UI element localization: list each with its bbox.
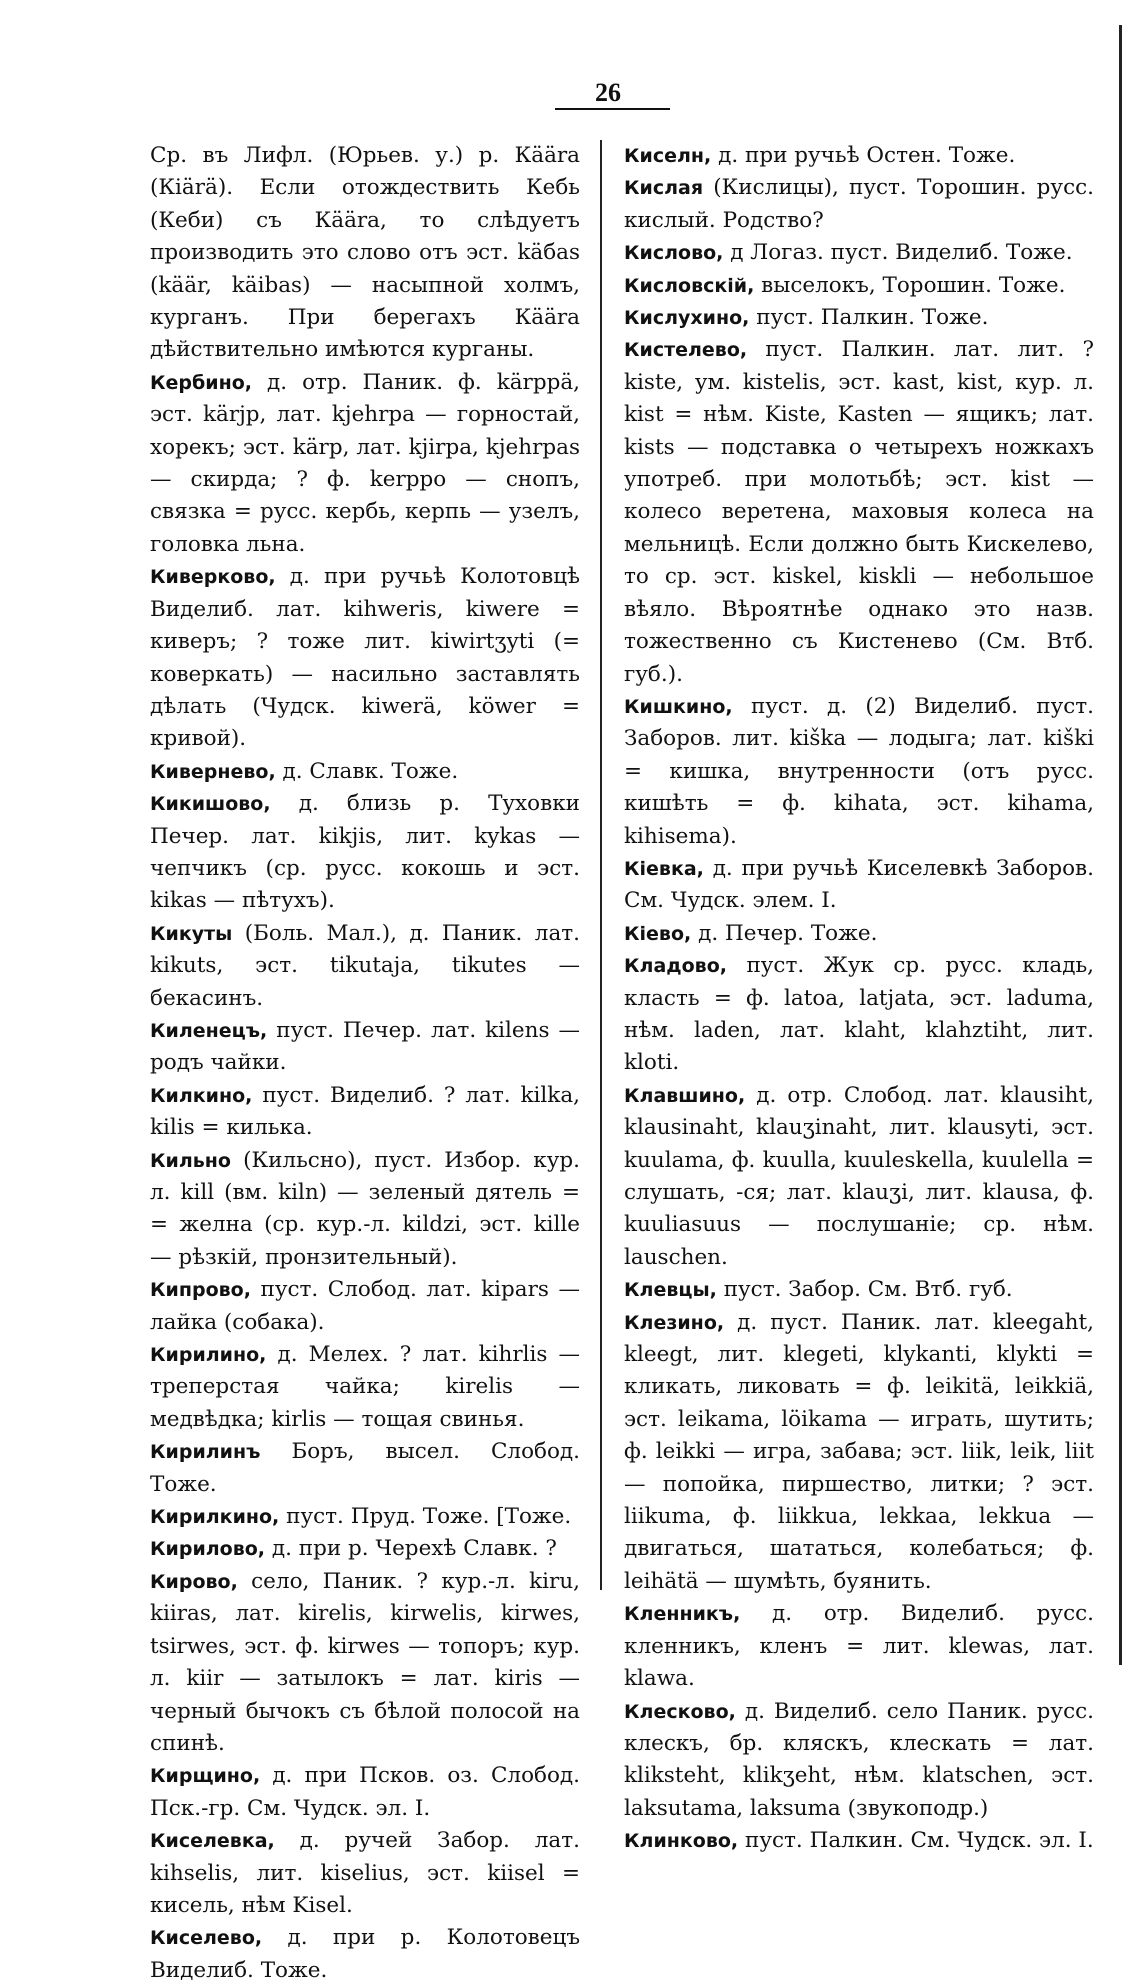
page-number-rule [555, 108, 670, 110]
entry-headword: Клавшино, [624, 1084, 746, 1107]
dictionary-entry [624, 691, 1094, 853]
entry-headword: Кикишово, [150, 793, 271, 816]
entry-text: д. при ручьѣ Киселевкѣ Заборов. См. Чудск. элем. I. [624, 855, 1094, 914]
entry-text: пуст. Пруд. Тоже. [Тоже. [286, 1504, 572, 1530]
dictionary-entry [150, 788, 580, 918]
dictionary-entry [624, 950, 1094, 1080]
entry-headword: Кирово, [150, 1570, 238, 1593]
right-column [624, 140, 1094, 1854]
entry-headword: Киверково, [150, 566, 276, 589]
entry-text: д. при Псков. оз. Слобод. Пск.-гр. См. Чудск. эл. I. [150, 1763, 580, 1821]
dictionary-entry [150, 1145, 580, 1275]
dictionary-entry [624, 334, 1094, 690]
dictionary-entry [150, 1533, 580, 1565]
entry-text: (Боль. Мал.), д. Паник. лат. kikuts, эст. tikutaja, tikutes — бекасинъ. [150, 920, 580, 1011]
dictionary-entry [150, 1760, 580, 1825]
entry-headword: Клезино, [624, 1311, 725, 1334]
entry-headword: Кладово, [624, 955, 727, 978]
page-number: 26 [595, 78, 621, 107]
dictionary-entry [150, 1339, 580, 1436]
entry-headword: Кислухино, [624, 307, 750, 330]
entry-text: д. при ручьѣ Остен. Тоже. [718, 143, 1016, 168]
dictionary-entry [150, 1080, 580, 1145]
entry-headword: Клинково, [624, 1830, 739, 1853]
entry-headword: Клесково, [624, 1700, 736, 1723]
entry-text: пуст. Палкин. Тоже. [756, 305, 989, 331]
entry-headword: Кисловскій, [624, 274, 755, 297]
entry-text: (Кислицы), пуст. Торошин. русс. кислый. Родство? [624, 175, 1094, 233]
dictionary-entry [624, 1598, 1094, 1695]
entry-headword: Кирщино, [150, 1765, 261, 1788]
dictionary-entry [624, 853, 1094, 918]
entry-headword: Кербино, [150, 371, 252, 394]
entry-headword: Кирилино, [150, 1344, 267, 1367]
dictionary-entry [150, 367, 580, 561]
entry-text: д. ручей Забор. лат. kihselis, лит. kiselius, эст. kiisel = кисель, нѣм Kisel. [150, 1828, 580, 1918]
column-divider [600, 140, 602, 1590]
entry-text: выселокъ, Торошин. Тоже. [761, 272, 1066, 298]
entry-text: (Кильсно), пуст. Избор. кур. л. kill (вм. kiln) — зеленый дятель = = желна (ср. кур.-л. kildzi, эст. kille — рѣзкій, пронзительный). [150, 1147, 580, 1270]
dictionary-entry [624, 918, 1094, 950]
dictionary-entry [624, 1696, 1094, 1826]
entry-text: пуст. Жук ср. русс. кладь, класть = ф. latoa, latjata, эст. laduma, нѣм. laden, лат. klaht, klahztiht, лит. kloti. [624, 953, 1094, 1076]
entry-text: пуст. Палкин. лат. лит. ? kiste, ум. kistelis, эст. kast, kist, кур. л. kist = нѣм. Kiste, Kasten — ящикъ; лат. kists — подставка о четырехъ ножкахъ употреб. при молотьбѣ; эст. kist — колесо веретена, маховыя колеса на мельницѣ. Если должно быть Кискелево, то ср. эст. kiskel, kiskli — небольшое вѣяло. Вѣроятнѣе однако это назв. тожественно съ Кистеневo (См. Втб. губ.). [624, 337, 1094, 687]
dictionary-entry [150, 918, 580, 1015]
entry-headword: Киленецъ, [150, 1019, 268, 1042]
entry-headword: Киселевка, [150, 1830, 275, 1853]
dictionary-entry [150, 140, 580, 367]
entry-text: д. Мелех. ? лат. kihrlis — треперстая чайка; kirelis — медвѣдка; kirlis — тощая свинья. [150, 1342, 580, 1432]
entry-headword: Кипрово, [150, 1279, 251, 1302]
left-column [150, 140, 581, 1983]
entry-text: пуст. Печер. лат. kilens — родъ чайки. [150, 1017, 580, 1076]
dictionary-entry [150, 1015, 580, 1080]
entry-headword: Кіевка, [624, 857, 704, 880]
entry-text: д. близь р. Туховки Печер. лат. kikjis, лит. kykas — чепчикъ (ср. русс. кокошь и эст. kikas — пѣтухъ). [150, 791, 581, 914]
entry-text: д. отр. Слобод. лат. klausiht, klausinaht, klauʒinaht, лит. klausyti, эст. kuulama, ф. kuulla, kuuleskella, kuulella = слушать, -ся; лат. klauʒi, лит. klausa, ф. kuuliasuus — послушаніе; ср. нѣм. lauschen. [624, 1082, 1094, 1270]
dictionary-entry [150, 1825, 580, 1922]
dictionary-entry [624, 302, 1094, 334]
dictionary-entry [624, 140, 1094, 172]
entry-text: д. Славк. Тоже. [282, 758, 459, 784]
entry-headword: Кивернево, [150, 760, 276, 783]
entry-headword: Кислово, [624, 242, 724, 265]
dictionary-entry [624, 237, 1094, 269]
dictionary-entry [624, 172, 1094, 237]
entry-headword: Кленникъ, [624, 1603, 741, 1626]
entry-headword: Кильно [150, 1149, 231, 1172]
entry-text: Боръ, высел. Слобод. Тоже. [150, 1439, 580, 1497]
entry-text: д. пуст. Паник. лат. kleegaht, kleegt, лит. klegeti, klykanti, klykti = кликать, ликовать = ф. leikitä, leikkiä, эст. leikama, löikama — играть, шутить; ф. leikki — игра, забава; эст. liik, leik, liit — попойка, пиршество, литки; ? эст. liikuma, ф. liikkua, lekkaa, lekkua — двигаться, шататься, колебаться; ф. leihätä — шумѣть, буянить. [624, 1309, 1094, 1594]
dictionary-entry [150, 1436, 580, 1501]
dictionary-entry [624, 1307, 1094, 1599]
entry-headword: Кикуты [150, 922, 233, 945]
dictionary-entry [624, 1825, 1094, 1857]
entry-headword: Кирилово, [150, 1538, 266, 1561]
entry-headword: Кистелево, [624, 339, 748, 362]
entry-text: д. отр. Виделиб. русс. кленникъ, кленъ = лит. klewas, лат. klawa. [624, 1601, 1094, 1692]
entry-text: д. отр. Паник. ф. kärppä, эст. kärjp, лат. kjehrpa — горностай, хорекъ; эст. kärp, лат. kjirpa, kjehrpas — скирда; ? ф. kerppo — снопъ, связка = русс. кербь, керпь — узелъ, головка льна. [150, 369, 580, 557]
entry-headword: Кіево, [624, 922, 692, 945]
entry-headword: Клевцы, [624, 1279, 717, 1302]
entry-text: д. при р. Черехѣ Славк. ? [271, 1536, 557, 1562]
dictionary-entry [150, 1922, 580, 1987]
entry-text: д Логаз. пуст. Виделиб. Тоже. [730, 240, 1073, 266]
entry-headword: Килкино, [150, 1084, 253, 1107]
entry-headword: Киселн, [624, 145, 712, 167]
dictionary-entry [624, 1080, 1094, 1274]
dictionary-entry [624, 270, 1094, 302]
dictionary-entry [624, 1274, 1094, 1306]
entry-text: д. Виделиб. село Паник. русс. клескъ, бр. кляскъ, клескать = лат. kliksteht, klikʒeht, нѣм. klatschen, эст. laksutama, laksuma (звукоподр.) [624, 1698, 1094, 1821]
entry-text: пуст. Виделиб. ? лат. kilka, kilis = килька. [150, 1082, 580, 1141]
dictionary-entry [150, 1274, 580, 1339]
entry-text: пуст. Палкин. См. Чудск. эл. I. [744, 1828, 1094, 1854]
entry-headword: Кирилинъ [150, 1441, 261, 1464]
entry-headword: Киселево, [150, 1927, 263, 1950]
entry-text: пуст. Слобод. лат. kipars — лайка (собака). [150, 1277, 580, 1335]
entry-text: Ср. въ Лифл. (Юрьев. у.) р. Кäära (Кiärä). Если отождествить Кебь (Кеби) съ Кäära, то слѣдуетъ производить это слово отъ эст. käбas (käär, käibas) — насыпной холмъ, курганъ. При берегахъ Кäära дѣйствительно имѣются курганы. [150, 143, 580, 363]
dictionary-entry [150, 561, 580, 755]
entry-text: д. Печер. Тоже. [698, 920, 878, 946]
entry-headword: Кислая [624, 177, 704, 200]
entry-text: пуст. Забор. См. Втб. губ. [723, 1277, 1013, 1303]
binding-edge-line [1119, 25, 1122, 1665]
dictionary-entry [150, 756, 580, 788]
entry-text: село, Паник. ? кур.-л. kiru, kiiras, лат. kirelis, kirwelis, kirwes, tsirwes, эст. ф. kirwes — топоръ; кур. л. kiir — затылокъ = лат. kiris — черный бычокъ съ бѣлой полосой на спинѣ. [150, 1568, 580, 1756]
dictionary-entry [150, 1501, 580, 1533]
entry-headword: Кирилкино, [150, 1506, 280, 1529]
entry-text: д. при р. Колотовецъ Виделиб. Тоже. [150, 1925, 581, 1983]
entry-headword: Кишкино, [624, 695, 733, 718]
entry-text: пуст. д. (2) Виделиб. пуст. Заборов. лит. kiška — лодыга; лат. kiški = кишка, внутренности (отъ русс. кишѣть = ф. kihata, эст. kihama, kihisema). [624, 693, 1094, 849]
dictionary-entry [150, 1566, 580, 1760]
entry-text: д. при ручьѣ Колотовцѣ Виделиб. лат. kihweris, kiwere = киверъ; ? тоже лит. kiwirtʒyti (= коверкать) — насильно заставлять дѣлать (Чудск. kiwerä, köwer = кривой). [150, 564, 580, 752]
